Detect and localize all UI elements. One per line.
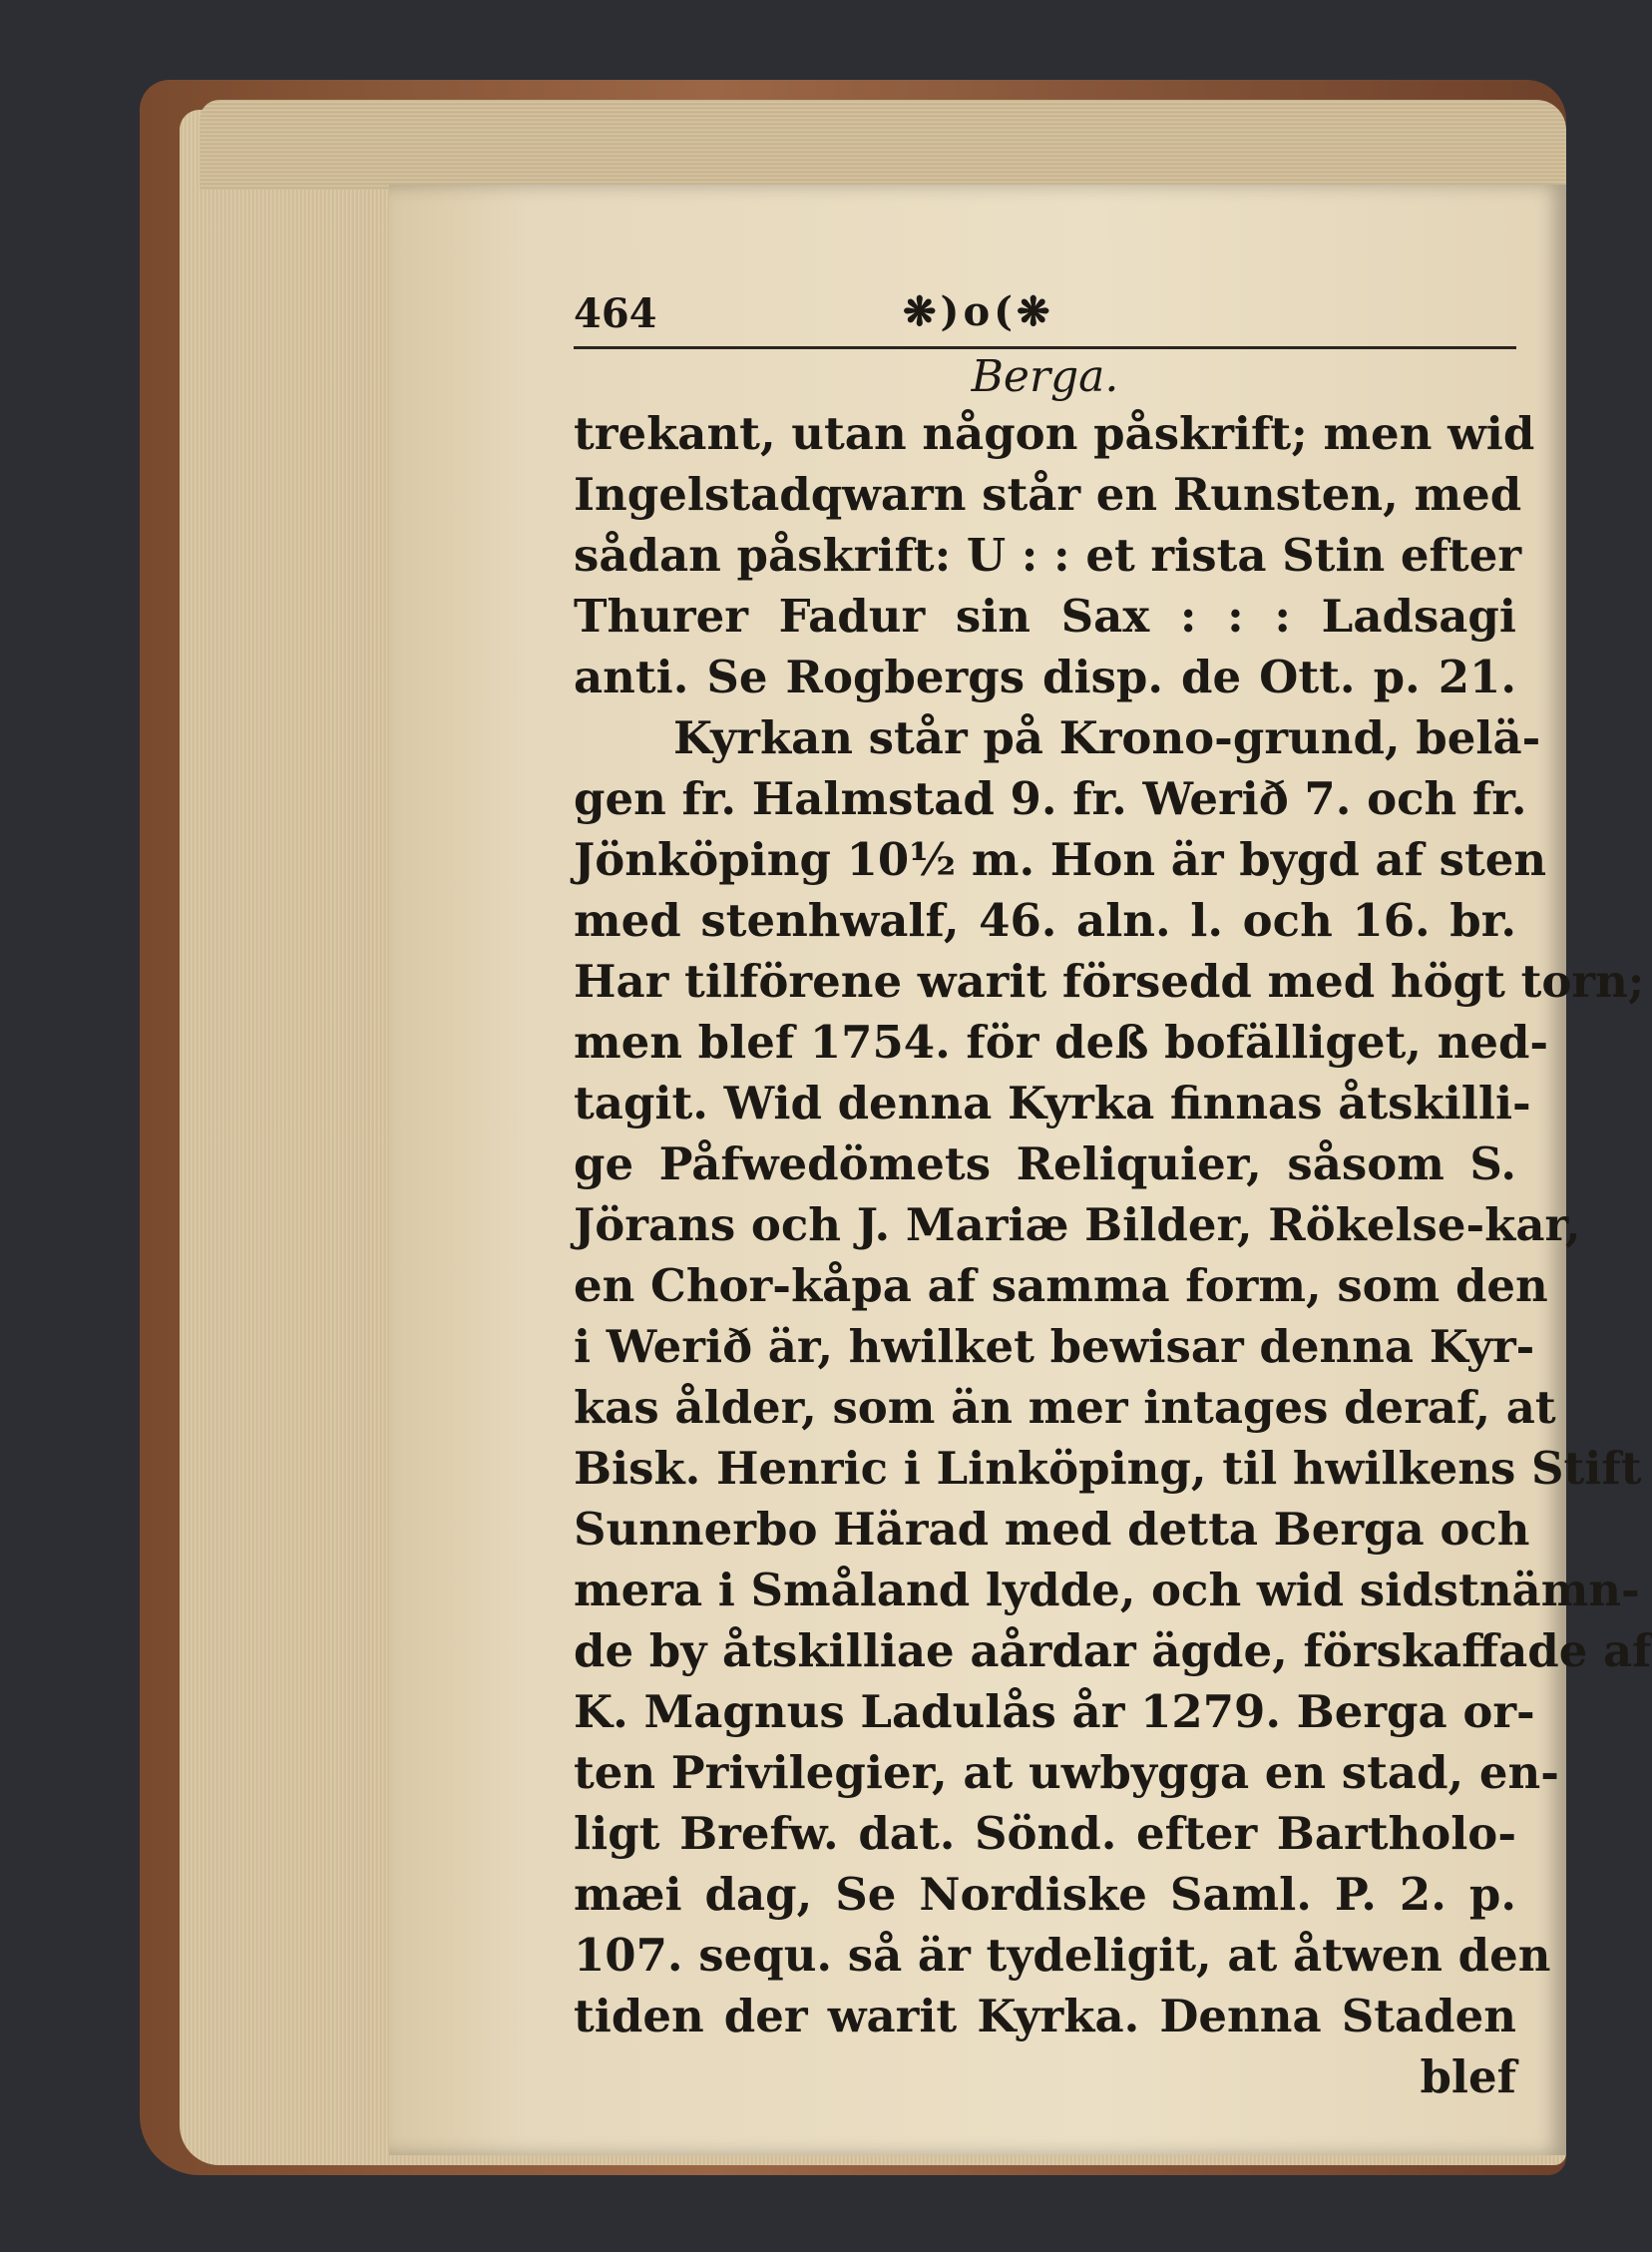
text-line: i Werið är, hwilket bewisar denna Kyr-	[574, 1320, 1535, 1373]
text-line: Har tilförene warit försedd med högt torn;	[574, 955, 1645, 1008]
catchword: blef	[1420, 2050, 1516, 2103]
text-line: mera i Småland lydde, och wid sidstnämn-	[574, 1564, 1640, 1616]
text-line: tagit. Wid denna Kyrka finnas åtskilli-	[574, 1077, 1531, 1129]
header-ornament: ❋)o(❋	[903, 288, 1054, 335]
page-text-block	[574, 284, 1652, 2107]
page-top-edges	[200, 100, 1566, 190]
text-line: sådan påskrift: U : : et rista Stin efter	[574, 529, 1522, 582]
text-line: en Chor-kåpa af samma form, som den	[574, 1259, 1548, 1312]
text-line: mæi dag, Se Nordiske Saml. P. 2. p.	[574, 1868, 1516, 1921]
text-line: kas ålder, som än mer intages deraf, at	[574, 1381, 1556, 1434]
text-line: Kyrkan står på Krono-grund, belä-	[673, 711, 1541, 764]
text-line: trekant, utan någon påskrift; men wid	[574, 407, 1535, 460]
text-line: Sunnerbo Härad med detta Berga och	[574, 1503, 1530, 1556]
text-line: anti. Se Rogbergs disp. de Ott. p. 21.	[574, 651, 1516, 703]
text-line: 107. sequ. så är tydeligit, at åtwen den	[574, 1929, 1551, 1982]
text-line: Jönköping 10½ m. Hon är bygd af sten	[574, 833, 1547, 886]
text-line: gen fr. Halmstad 9. fr. Werið 7. och fr.	[574, 772, 1527, 825]
text-line: K. Magnus Ladulås år 1279. Berga or-	[574, 1685, 1535, 1738]
text-line: Thurer Fadur sin Sax : : : Ladsagi	[574, 590, 1516, 643]
page-number: 464	[574, 290, 657, 337]
page-header	[574, 284, 1516, 349]
text-line: men blef 1754. för deß bofälliget, ned-	[574, 1016, 1549, 1069]
text-line: ge Påfwedömets Reliquier, såsom S.	[574, 1137, 1516, 1190]
text-line: Bisk. Henric i Linköping, til hwilkens Stift	[574, 1442, 1642, 1495]
text-line: ten Privilegier, at uwbygga en stad, en-	[574, 1746, 1559, 1799]
text-line: med stenhwalf, 46. aln. l. och 16. br.	[574, 894, 1516, 947]
text-line: tiden der warit Kyrka. Denna Staden	[574, 1990, 1516, 2042]
text-line: de by åtskilliae aårdar ägde, förskaffade af	[574, 1624, 1652, 1677]
text-line: Jörans och J. Mariæ Bilder, Rökelse-kar,	[574, 1198, 1581, 1251]
text-line: ligt Brefw. dat. Sönd. efter Bartholo-	[574, 1807, 1516, 1860]
running-title: Berga.	[971, 351, 1119, 402]
text-line: Ingelstadqwarn står en Runsten, med	[574, 468, 1522, 521]
